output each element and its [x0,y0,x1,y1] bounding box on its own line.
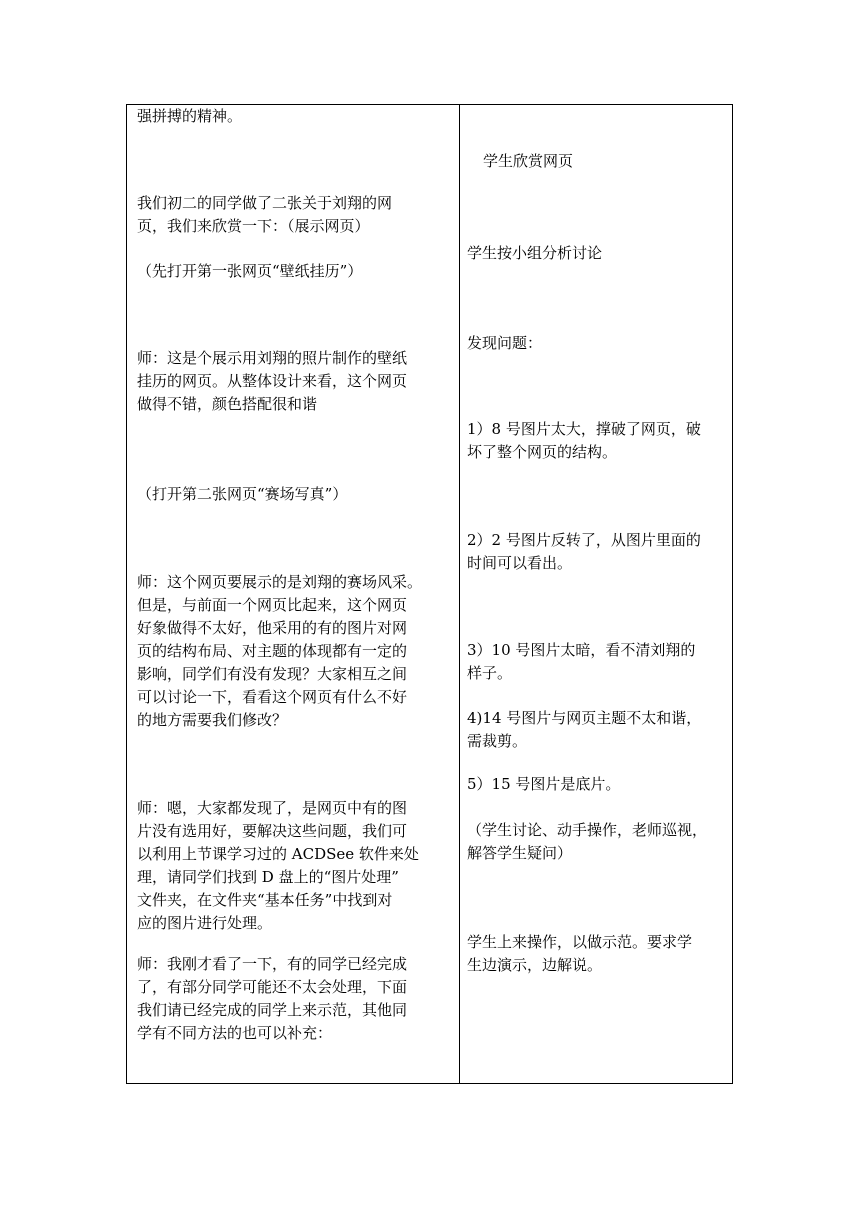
right-paragraph-6: 3）10 号图片太暗，看不清刘翔的 样子。 [467,641,696,682]
right-paragraph-7: 4)14 号图片与网页主题不太和谐， 需裁剪。 [467,709,702,750]
right-paragraph-3: 发现问题： [467,334,543,352]
left-paragraph-4: 师：这是个展示用刘翔的照片制作的壁纸 挂历的网页。从整体设计来看，这个网页 做得不错，颜色搭配很和谐 [137,349,408,413]
left-paragraph-7: 师：嗯，大家都发现了，是网页中有的图 片没有选用好，要解决这些问题，我们可 以利用上节课学习过的 ACDSee 软件来处 理，请同学们找到 D 盘上的“图片处理” 文件夹，在文件夹“基本任务”中找到对 应的图片进行处理。 [137,799,419,932]
left-paragraph-6: 师：这个网页要展示的是刘翔的赛场风采。 但是，与前面一个网页比起来，这个网页 好象做得不太好，他采用的有的图片对网 页的结构布局、对主题的体现都有一定的 影响，同学们有没有发现？大家相互之间 可以讨论一下，看看这个网页有什么不好 的地方需要我们修改？ [137,573,423,729]
right-paragraph-9: （学生讨论、动手操作，老师巡视， 解答学生疑问） [467,821,708,862]
right-paragraph-4: 1）8 号图片太大，撑破了网页，破 坏了整个网页的结构。 [467,420,701,461]
left-paragraph-2: 我们初二的同学做了二张关于刘翔的网 页，我们来欣赏一下：（展示网页） [137,194,393,235]
right-paragraph-1: 学生欣赏网页 [483,152,574,170]
left-paragraph-1: 强拼搏的精神。 [137,107,243,125]
left-paragraph-8: 师：我刚才看了一下，有的同学已经完成 了，有部分同学可能还不太会处理，下面 我们请已经完成的同学上来示范，其他同 学有不同方法的也可以补充： [137,955,408,1042]
left-paragraph-5: （打开第二张网页“赛场写真”） [137,485,348,503]
lesson-table [126,104,733,1084]
left-paragraph-3: （先打开第一张网页“壁纸挂历”） [137,262,363,280]
right-paragraph-8: 5）15 号图片是底片。 [467,775,621,793]
right-paragraph-2: 学生按小组分析讨论 [467,244,603,262]
right-paragraph-5: 2）2 号图片反转了，从图片里面的 时间可以看出。 [467,531,701,572]
column-divider [459,105,460,1083]
right-paragraph-10: 学生上来操作，以做示范。要求学 生边演示，边解说。 [467,933,693,974]
